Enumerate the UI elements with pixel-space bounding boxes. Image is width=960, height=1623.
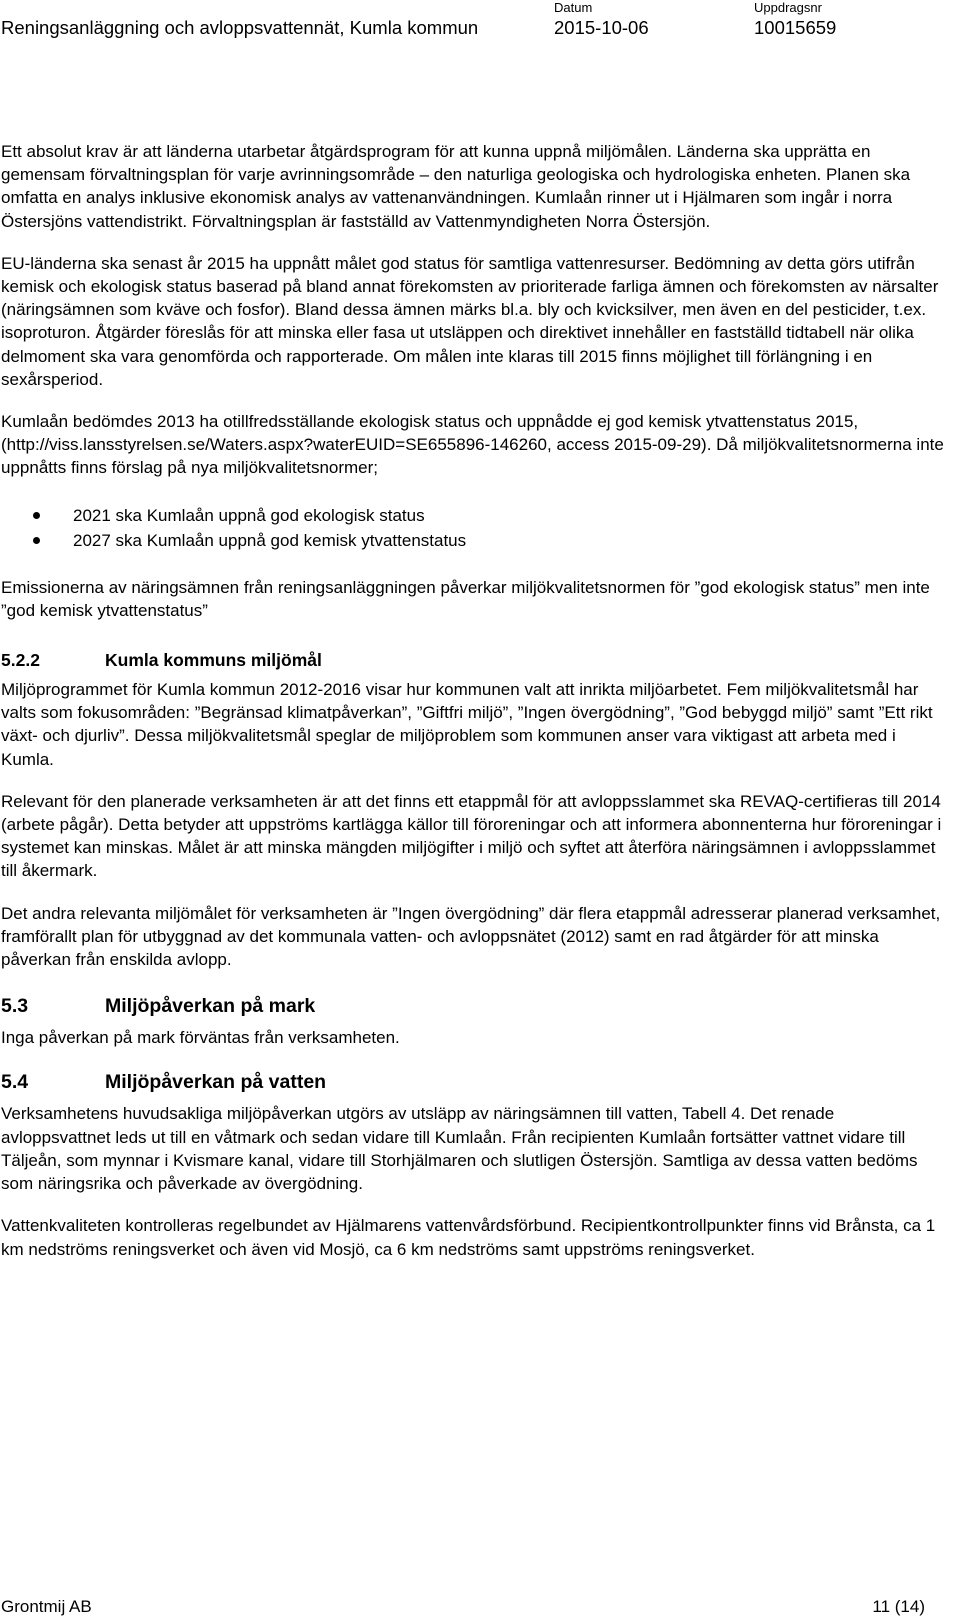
- paragraph: Vattenkvaliteten kontrolleras regelbundet av Hjälmarens vattenvårdsförbund. Recipientkontrollpunkter finns vid Brånsta, ca 1 km nedströms reningsverket och även vid Mosjö, ca 6 km nedströms samt uppströms reningsverket.: [1, 1216, 936, 1259]
- paragraph: Inga påverkan på mark förväntas från verksamheten.: [1, 1028, 400, 1048]
- paragraph: Kumlaån bedömdes 2013 ha otillfredsställande ekologisk status och uppnådde ej god kemisk ytvattenstatus 2015, (http://viss.lansstyrelsen.se/Waters.aspx?waterEUID=SE655896-146260, access 2015-09-29). Då miljökvalitetsnormerna inte uppnåtts finns förslag på nya miljökvalitetsnormer;: [1, 412, 944, 478]
- assignment-number-label: Uppdragsnr: [754, 0, 822, 15]
- page-footer: [1, 1597, 925, 1621]
- paragraph: Verksamhetens huvudsakliga miljöpåverkan utgörs av utsläpp av näringsämnen till vatten, Tabell 4. Det renade avloppsvattnet leds ut till en våtmark och sedan vidare till Kumlaån. Från recipienten Kumlaån fortsätter vattnet vidare till Täljeån, som mynnar i Kvismare kanal, vidare till Storhjälmaren och slutligen Östersjön. Samtliga av dessa vatten bedöms som näringsrika och påverkade av övergödning.: [1, 1104, 918, 1194]
- paragraph: Det andra relevanta miljömålet för verksamheten är ”Ingen övergödning” där flera etappmål adresserar planerad verksamhet, framförallt plan för utbyggnad av det kommunala vatten- och avloppsnätet (2012) samt en rad åtgärder för att minska påverkan från enskilda avlopp.: [1, 903, 941, 970]
- section-number: 5.2.2: [1, 650, 40, 671]
- section-title: Miljöpåverkan på mark: [105, 995, 316, 1018]
- section-heading-5-2-2: [1, 649, 946, 672]
- assignment-number-value: 10015659: [754, 17, 837, 38]
- page-number: 11 (14): [872, 1597, 925, 1616]
- section-heading-5-3: [1, 995, 946, 1018]
- page-header: [0, 0, 960, 60]
- section-number: 5.4: [1, 1071, 29, 1094]
- document-body: [1, 140, 946, 1280]
- list-item-text: 2027 ska Kumlaån uppnå god kemisk ytvattenstatus: [73, 530, 467, 550]
- section-number: 5.3: [1, 995, 29, 1018]
- bullet-list: [1, 503, 946, 553]
- paragraph: Relevant för den planerade verksamheten är att det finns ett etappmål för att avloppsslammet ska REVAQ-certifieras till 2014 (arbete pågår). Detta betyder att uppströms kartlägga källor till föroreningar och att informera abonnenterna hur föroreningar i systemet kan minskas. Målet är att minska mängden miljögifter i miljö och syftet att återföra näringsämnen i avloppsslammet till åkermark.: [1, 791, 942, 881]
- section-title: Kumla kommuns miljömål: [105, 650, 322, 671]
- list-item: [1, 503, 946, 528]
- document-title: Reningsanläggning och avloppsvattennät, Kumla kommun: [1, 17, 479, 38]
- bullet-icon: [33, 537, 40, 544]
- paragraph: Miljöprogrammet för Kumla kommun 2012-2016 visar hur kommunen valt att inrikta miljöarbetet. Fem miljökvalitetsmål har valts som fokusområden: ”Begränsad klimatpåverkan”, ”Giftfri miljö”, ”Ingen övergödning”, ”God bebyggd miljö” samt ”Ett rikt växt- och djurliv”. Dessa miljökvalitetsmål speglar de miljöproblem som kommunen anser vara viktigast att arbeta med i Kumla.: [1, 680, 933, 769]
- paragraph: Ett absolut krav är att länderna utarbetar åtgärdsprogram för att kunna uppnå miljömålen. Länderna ska upprätta en gemensam förvaltningsplan för varje avrinningsområde – den naturliga geologiska och hydrologiska enheten. Planen ska omfatta en analys inklusive ekonomisk analys av vattenanvändningen. Kumlaån rinner ut i Hjälmaren som ingår i norra Östersjöns vattendistrikt. Förvaltningsplan är fastställd av Vattenmyndigheten Norra Östersjön.: [1, 142, 911, 231]
- paragraph: EU-länderna ska senast år 2015 ha uppnått målet god status för samtliga vattenresurser. Bedömning av detta görs utifrån kemisk och ekologisk status baserad på bland annat förekomsten av prioriterade farliga ämnen och förekomsten av närsalter (näringsämnen som kväve och fosfor). Bland dessa ämnen märks bl.a. bly och kvicksilver, men även en del pesticider, t.ex. isoproturon. Åtgärder föreslås för att minska eller fasa ut utsläppen och direktivet innehåller en fastställd tidtabell när olika delmoment ska vara genomförda och rapporterade. Om målen inte klaras till 2015 finns möjlighet till förlängning i en sexårsperiod.: [1, 253, 939, 389]
- date-label: Datum: [554, 0, 593, 15]
- section-heading-5-4: [1, 1071, 946, 1094]
- company-name: Grontmij AB: [1, 1597, 92, 1616]
- list-item-text: 2021 ska Kumlaån uppnå god ekologisk status: [73, 505, 425, 525]
- list-item: [1, 528, 946, 553]
- paragraph: Emissionerna av näringsämnen från reningsanläggningen påverkar miljökvalitetsnormen för ”god ekologisk status” men inte ”god kemisk ytvattenstatus”: [1, 577, 930, 620]
- date-value: 2015-10-06: [554, 17, 649, 38]
- section-title: Miljöpåverkan på vatten: [105, 1071, 327, 1094]
- bullet-icon: [33, 512, 40, 519]
